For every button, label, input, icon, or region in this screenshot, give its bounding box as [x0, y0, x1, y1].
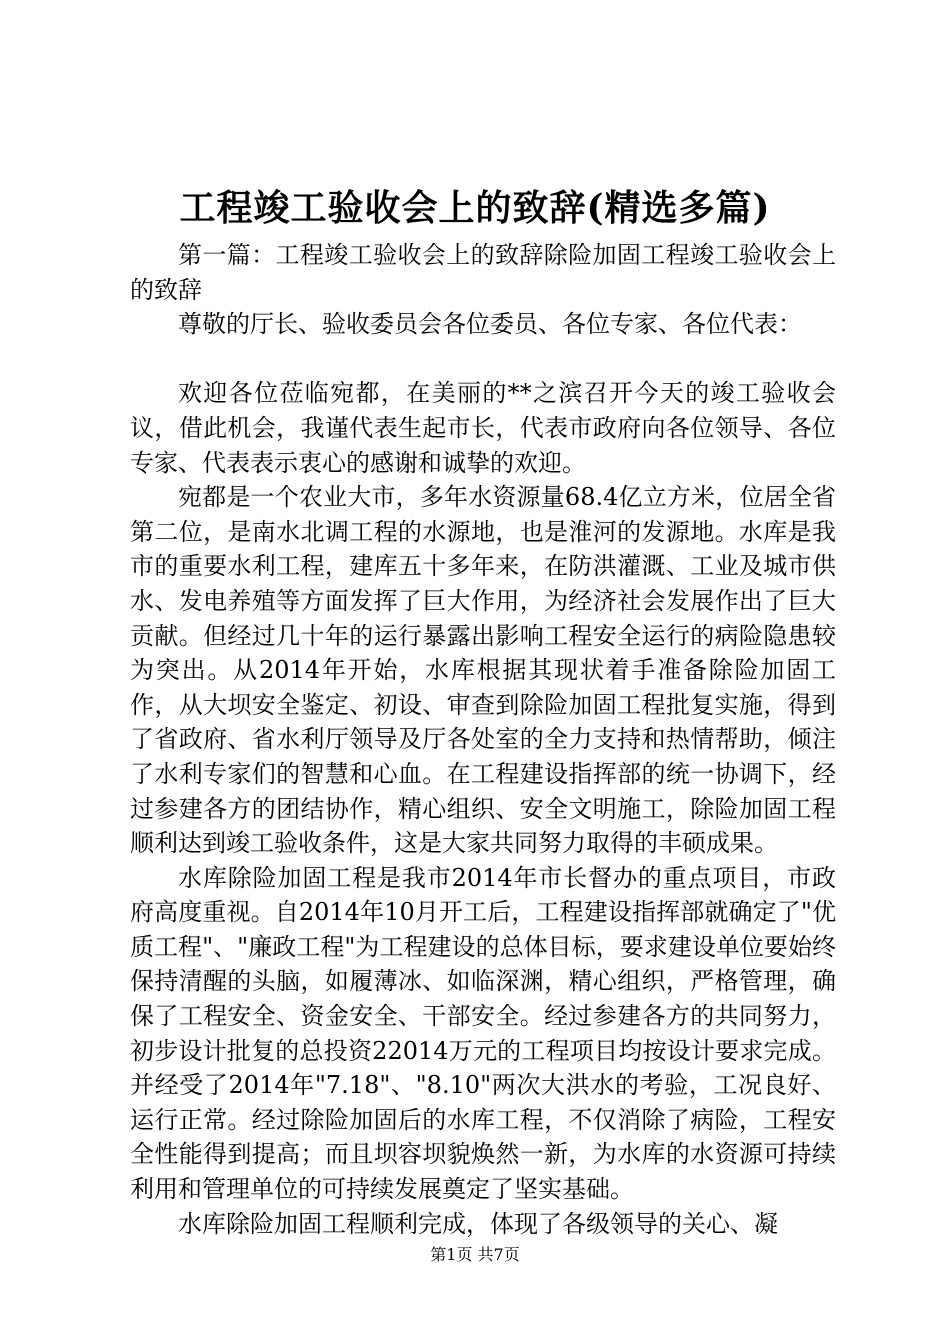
salutation-paragraph: 尊敬的厅长、验收委员会各位委员、各位专家、各位代表：: [178, 310, 802, 339]
body-paragraph: 水库除险加固工程顺利完成，体现了各级领导的关心、凝: [178, 1209, 778, 1238]
page-footer: 第1页 共7页: [430, 1245, 520, 1264]
body-paragraph: 水库除险加固工程是我市2014年市长督办的重点项目，市政府高度重视。自2014年10月开工后，工程建设指挥部就确定了"优质工程"、"廉政工程"为工程建设的总体目标，要求建设单位要始终保持清醒的头脑，如履薄冰、如临深渊，精心组织，严格管理，确保了工程安全、资金安全、干部安全。经过参建各方的共同努力，初步设计批复的总投资22014万元的工程项目均按设计要求完成。并经受了2014年"7.18"、"8.10"两次大洪水的考验，工况良好、运行正常。经过除险加固后的水库工程，不仅消除了病险，工程安全性能得到提高；而且坝容坝貌焕然一新，为水库的水资源可持续利用和管理单位的可持续发展奠定了坚实基础。: [130, 863, 836, 1204]
document-title: 工程竣工验收会上的致辞(精选多篇): [179, 187, 771, 229]
body-paragraph: 欢迎各位莅临宛都，在美丽的**之滨召开今天的竣工验收会议，借此机会，我谨代表生起市长，代表市政府向各位领导、各位专家、代表表示衷心的感谢和诚挚的欢迎。: [130, 379, 836, 477]
body-paragraph: 宛都是一个农业大市，多年水资源量68.4亿立方米，位居全省第二位，是南水北调工程的水源地，也是淮河的发源地。水库是我市的重要水利工程，建库五十多年来，在防洪灌溉、工业及城市供水、发电养殖等方面发挥了巨大作用，为经济社会发展作出了巨大贡献。但经过几十年的运行暴露出影响工程安全运行的病险隐患较为突出。从2014年开始，水库根据其现状着手准备除险加固工作，从大坝安全鉴定、初设、审查到除险加固工程批复实施，得到了省政府、省水利厅领导及厅各处室的全力支持和热情帮助，倾注了水利专家们的智慧和心血。在工程建设指挥部的统一协调下，经过参建各方的团结协作，精心组织、安全文明施工，除险加固工程顺利达到竣工验收条件，这是大家共同努力取得的丰硕成果。: [130, 483, 836, 858]
blank-line: [130, 342, 836, 377]
document-body: [130, 238, 836, 1241]
heading-paragraph: 第一篇：工程竣工验收会上的致辞除险加固工程竣工验收会上的致辞: [130, 241, 836, 304]
